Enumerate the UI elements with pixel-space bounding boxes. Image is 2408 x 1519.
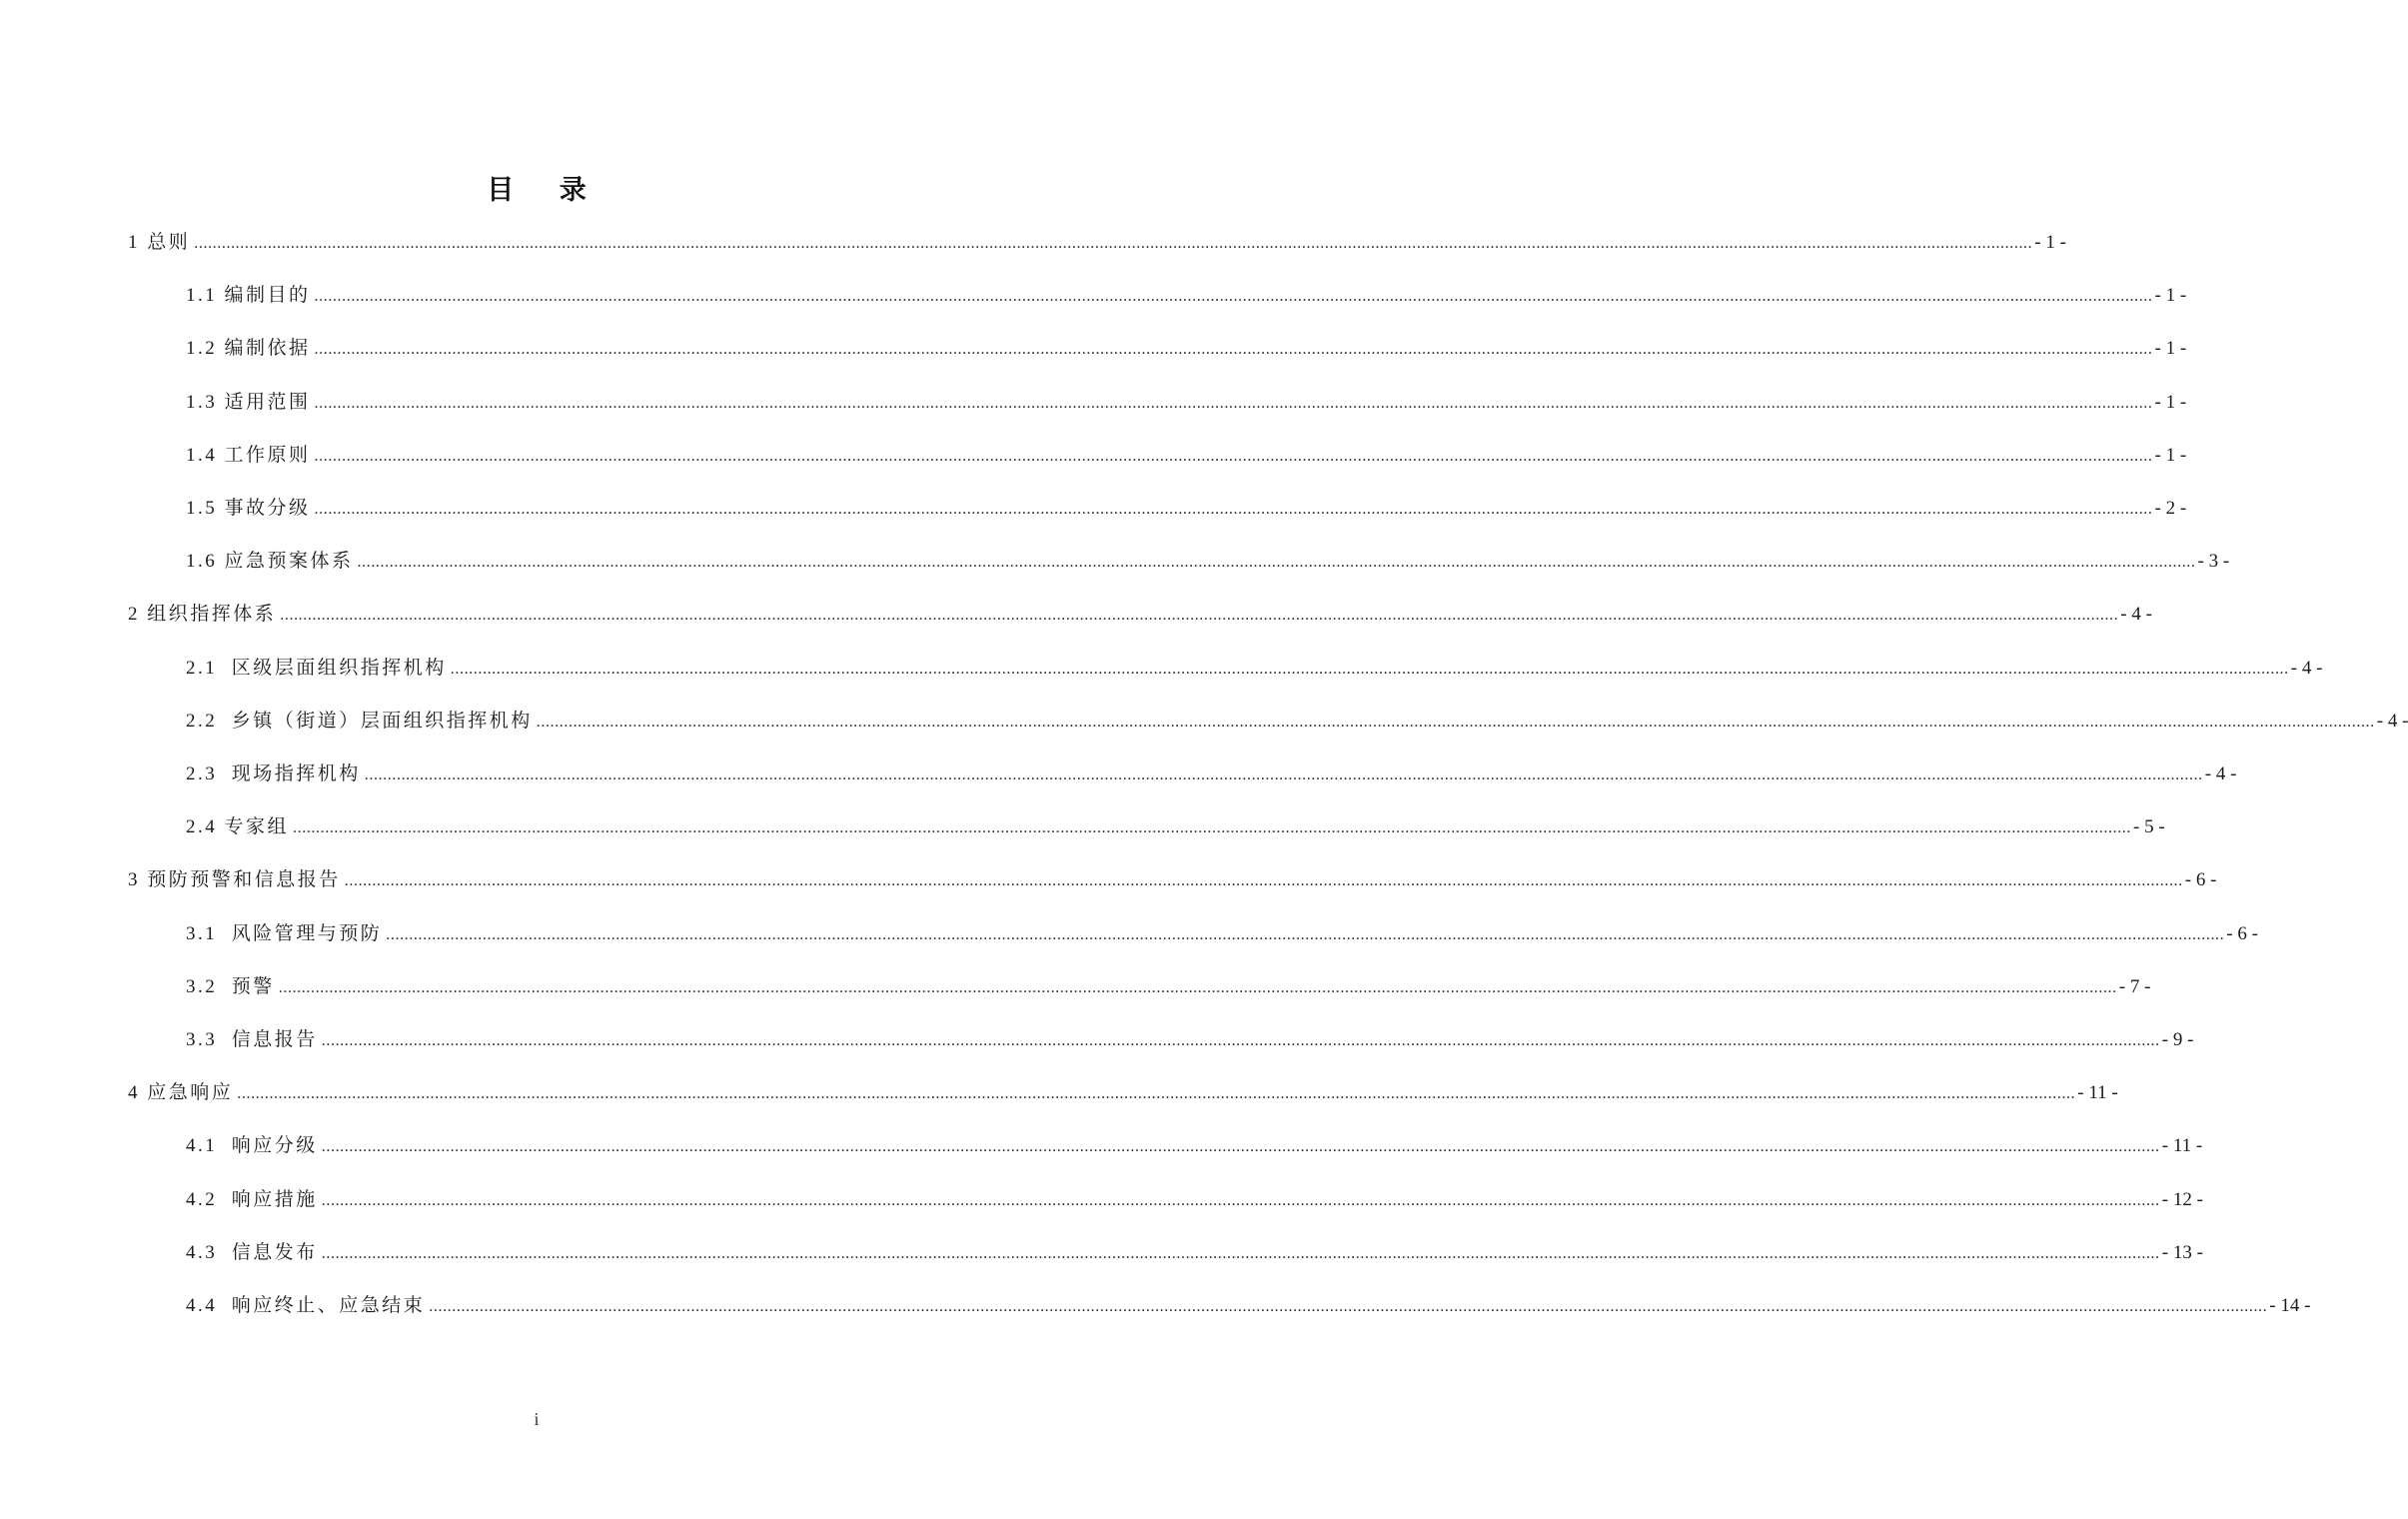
toc-dot-leader: ................................................................................................................................................................................................................................................................................................................................................................................................................ bbox=[386, 925, 2225, 943]
toc-entry-label: 3.2 预警 bbox=[186, 975, 275, 997]
toc-entry-page: - 6 - bbox=[2184, 869, 2217, 891]
toc-entry-page: - 6 - bbox=[2226, 922, 2258, 944]
toc-dot-leader: ................................................................................................................................................................................................................................................................................................................................................................................................................ bbox=[194, 235, 2033, 252]
toc-entry-page: - 2 - bbox=[2154, 498, 2187, 519]
toc-entry[interactable] bbox=[186, 654, 2323, 684]
toc-entry-page: - 3 - bbox=[2197, 551, 2230, 573]
toc-dot-leader: ................................................................................................................................................................................................................................................................................................................................................................................................................ bbox=[314, 501, 2153, 518]
toc-entry[interactable] bbox=[186, 547, 2230, 577]
toc-entry-page: - 7 - bbox=[2118, 975, 2151, 997]
toc-entry[interactable] bbox=[186, 388, 2187, 418]
toc-entry-page: - 1 - bbox=[2154, 444, 2187, 466]
toc-dot-leader: ................................................................................................................................................................................................................................................................................................................................................................................................................ bbox=[280, 607, 2119, 625]
toc-entry-label: 4.4 响应终止、应急结束 bbox=[186, 1295, 426, 1316]
toc-entry-page: - 11 - bbox=[2161, 1135, 2203, 1157]
toc-entry-label: 2.2 乡镇（街道）层面组织指挥机构 bbox=[186, 710, 533, 732]
footer-page-number: i bbox=[534, 1409, 540, 1429]
toc-dot-leader: ................................................................................................................................................................................................................................................................................................................................................................................................................ bbox=[450, 660, 2289, 678]
toc-entry-label: 1.4 工作原则 bbox=[186, 444, 311, 466]
toc-entry-label: 1.6 应急预案体系 bbox=[186, 551, 354, 573]
toc-dot-leader: ................................................................................................................................................................................................................................................................................................................................................................................................................ bbox=[344, 872, 2183, 890]
toc-entry[interactable] bbox=[186, 1291, 2311, 1321]
toc-dot-leader: ................................................................................................................................................................................................................................................................................................................................................................................................................ bbox=[314, 447, 2153, 465]
toc-dot-leader: ................................................................................................................................................................................................................................................................................................................................................................................................................ bbox=[321, 1244, 2160, 1262]
toc-entry-label: 2.3 现场指挥机构 bbox=[186, 763, 361, 784]
toc-entry-page: - 1 - bbox=[2154, 338, 2187, 360]
toc-entry-page: - 4 - bbox=[2290, 657, 2323, 679]
toc-entry-page: - 1 - bbox=[2034, 232, 2066, 253]
toc-entry[interactable] bbox=[186, 1131, 2203, 1161]
toc-entry-label: 3 预防预警和信息报告 bbox=[128, 869, 341, 891]
toc-dot-leader: ................................................................................................................................................................................................................................................................................................................................................................................................................ bbox=[314, 394, 2153, 412]
toc-entry-label: 4.3 信息发布 bbox=[186, 1241, 318, 1263]
toc-entry[interactable] bbox=[128, 1078, 2118, 1108]
toc-entry-page: - 4 - bbox=[2120, 604, 2152, 626]
toc-dot-leader: ................................................................................................................................................................................................................................................................................................................................................................................................................ bbox=[321, 1191, 2160, 1209]
toc-entry-page: - 14 - bbox=[2269, 1295, 2311, 1316]
toc-entry[interactable] bbox=[186, 1025, 2194, 1055]
toc-entry-label: 1.1 编制目的 bbox=[186, 285, 311, 307]
toc-entry[interactable] bbox=[186, 812, 2165, 842]
toc-entry-label: 4 应急响应 bbox=[128, 1082, 234, 1104]
toc-entry[interactable] bbox=[186, 1185, 2203, 1215]
toc-entry-page: - 11 - bbox=[2077, 1082, 2118, 1104]
toc-entry[interactable] bbox=[186, 334, 2187, 364]
toc-entry-label: 1 总则 bbox=[128, 232, 191, 253]
toc-entry[interactable] bbox=[186, 281, 2187, 311]
toc-dot-leader: ................................................................................................................................................................................................................................................................................................................................................................................................................ bbox=[293, 819, 2132, 837]
toc-entry-label: 1.5 事故分级 bbox=[186, 498, 311, 519]
toc-dot-leader: ................................................................................................................................................................................................................................................................................................................................................................................................................ bbox=[321, 1032, 2160, 1049]
toc-entry-label: 2.4 专家组 bbox=[186, 816, 290, 838]
toc-entry[interactable] bbox=[128, 600, 2152, 630]
toc-dot-leader: ................................................................................................................................................................................................................................................................................................................................................................................................................ bbox=[536, 713, 2375, 731]
toc-entry[interactable] bbox=[186, 494, 2187, 524]
page-title: 目 录 bbox=[487, 175, 604, 206]
toc-dot-leader: ................................................................................................................................................................................................................................................................................................................................................................................................................ bbox=[278, 978, 2117, 996]
toc-entry-label: 1.3 适用范围 bbox=[186, 391, 311, 413]
toc-entry-page: - 4 - bbox=[2376, 710, 2408, 732]
toc-entry[interactable] bbox=[186, 919, 2258, 949]
toc-entry[interactable] bbox=[186, 1238, 2203, 1268]
toc-entry[interactable] bbox=[128, 228, 2066, 258]
toc-entry-label: 1.2 编制依据 bbox=[186, 338, 311, 360]
toc-entry[interactable] bbox=[186, 441, 2187, 471]
toc-entry[interactable] bbox=[186, 972, 2151, 1002]
toc-entry-label: 4.1 响应分级 bbox=[186, 1135, 318, 1157]
toc-entry[interactable] bbox=[186, 707, 2408, 737]
toc-dot-leader: ................................................................................................................................................................................................................................................................................................................................................................................................................ bbox=[364, 766, 2203, 783]
toc-entry-page: - 5 - bbox=[2133, 816, 2165, 838]
toc-entry-label: 2.1 区级层面组织指挥机构 bbox=[186, 657, 447, 679]
toc-entry-label: 4.2 响应措施 bbox=[186, 1188, 318, 1210]
toc-entry[interactable] bbox=[128, 865, 2217, 895]
toc-dot-leader: ................................................................................................................................................................................................................................................................................................................................................................................................................ bbox=[237, 1085, 2076, 1103]
toc-entry-page: - 1 - bbox=[2154, 285, 2187, 307]
toc-entry[interactable] bbox=[186, 760, 2237, 789]
toc-entry-page: - 13 - bbox=[2161, 1241, 2203, 1263]
toc-entry-page: - 4 - bbox=[2204, 763, 2237, 784]
toc-dot-leader: ................................................................................................................................................................................................................................................................................................................................................................................................................ bbox=[357, 554, 2196, 572]
toc-entry-page: - 1 - bbox=[2154, 391, 2187, 413]
toc-entry-label: 3.1 风险管理与预防 bbox=[186, 922, 383, 944]
toc-entry-label: 2 组织指挥体系 bbox=[128, 604, 277, 626]
toc-dot-leader: ................................................................................................................................................................................................................................................................................................................................................................................................................ bbox=[314, 288, 2153, 306]
toc-dot-leader: ................................................................................................................................................................................................................................................................................................................................................................................................................ bbox=[314, 341, 2153, 359]
toc-dot-leader: ................................................................................................................................................................................................................................................................................................................................................................................................................ bbox=[429, 1298, 2268, 1315]
toc-dot-leader: ................................................................................................................................................................................................................................................................................................................................................................................................................ bbox=[321, 1138, 2160, 1156]
toc-entry-page: - 12 - bbox=[2161, 1188, 2203, 1210]
toc-entry-label: 3.3 信息报告 bbox=[186, 1029, 318, 1050]
toc-entry-page: - 9 - bbox=[2161, 1029, 2194, 1050]
